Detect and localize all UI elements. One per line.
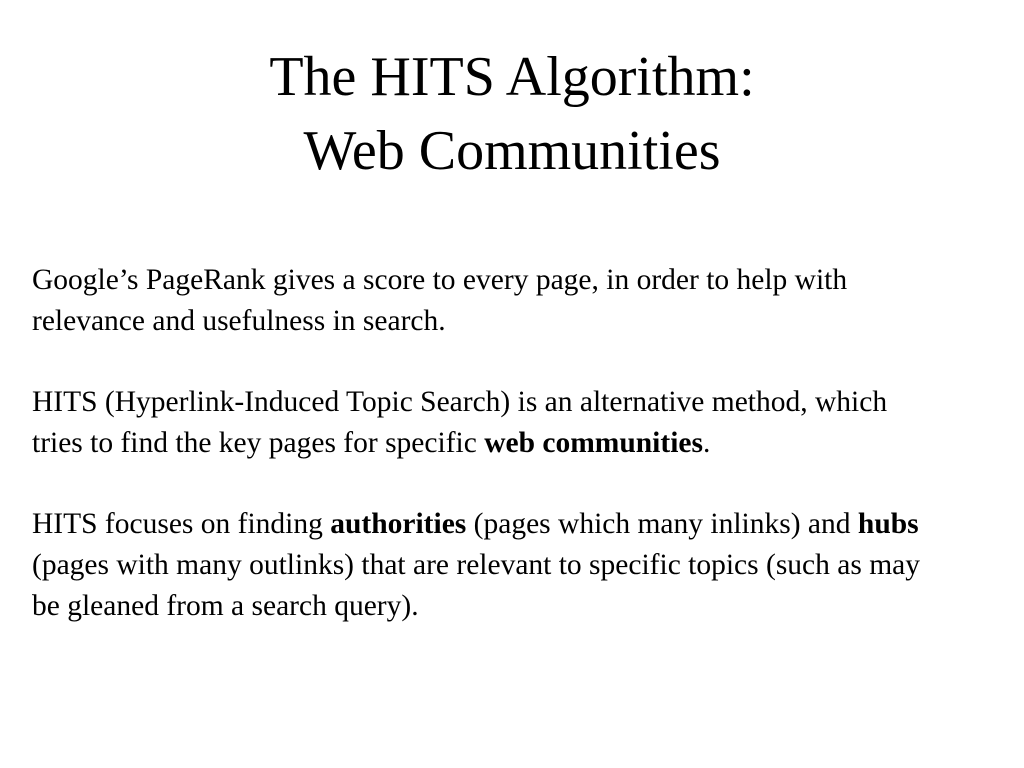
paragraph-hits-intro-text: HITS (Hyperlink-Induced Topic Search) is an alternative method, which tries to find the key pages for specific — [32, 386, 888, 459]
title-line-2: Web Communities — [303, 120, 721, 182]
slide-title — [0, 40, 1024, 188]
paragraph-pagerank-text: Google’s PageRank gives a score to every page, in order to help with relevance and usefulness in search. — [32, 264, 848, 337]
paragraph-hits-focus-start: HITS focuses on finding — [32, 508, 331, 540]
paragraph-hits-focus — [32, 504, 932, 627]
paragraph-hits-intro — [32, 382, 932, 464]
paragraph-hits-intro-end: . — [702, 427, 711, 459]
paragraph-pagerank — [32, 260, 932, 342]
term-web-communities: web communities — [484, 427, 703, 459]
slide-body — [32, 260, 932, 667]
paragraph-hits-focus-end: (pages with many outlinks) that are relevant to specific topics (such as may be gleaned from a search query). — [32, 549, 921, 622]
term-hubs: hubs — [857, 508, 919, 540]
paragraph-hits-focus-middle: (pages which many inlinks) and — [466, 508, 858, 540]
title-line-1: The HITS Algorithm: — [269, 46, 755, 108]
term-authorities: authorities — [330, 508, 467, 540]
